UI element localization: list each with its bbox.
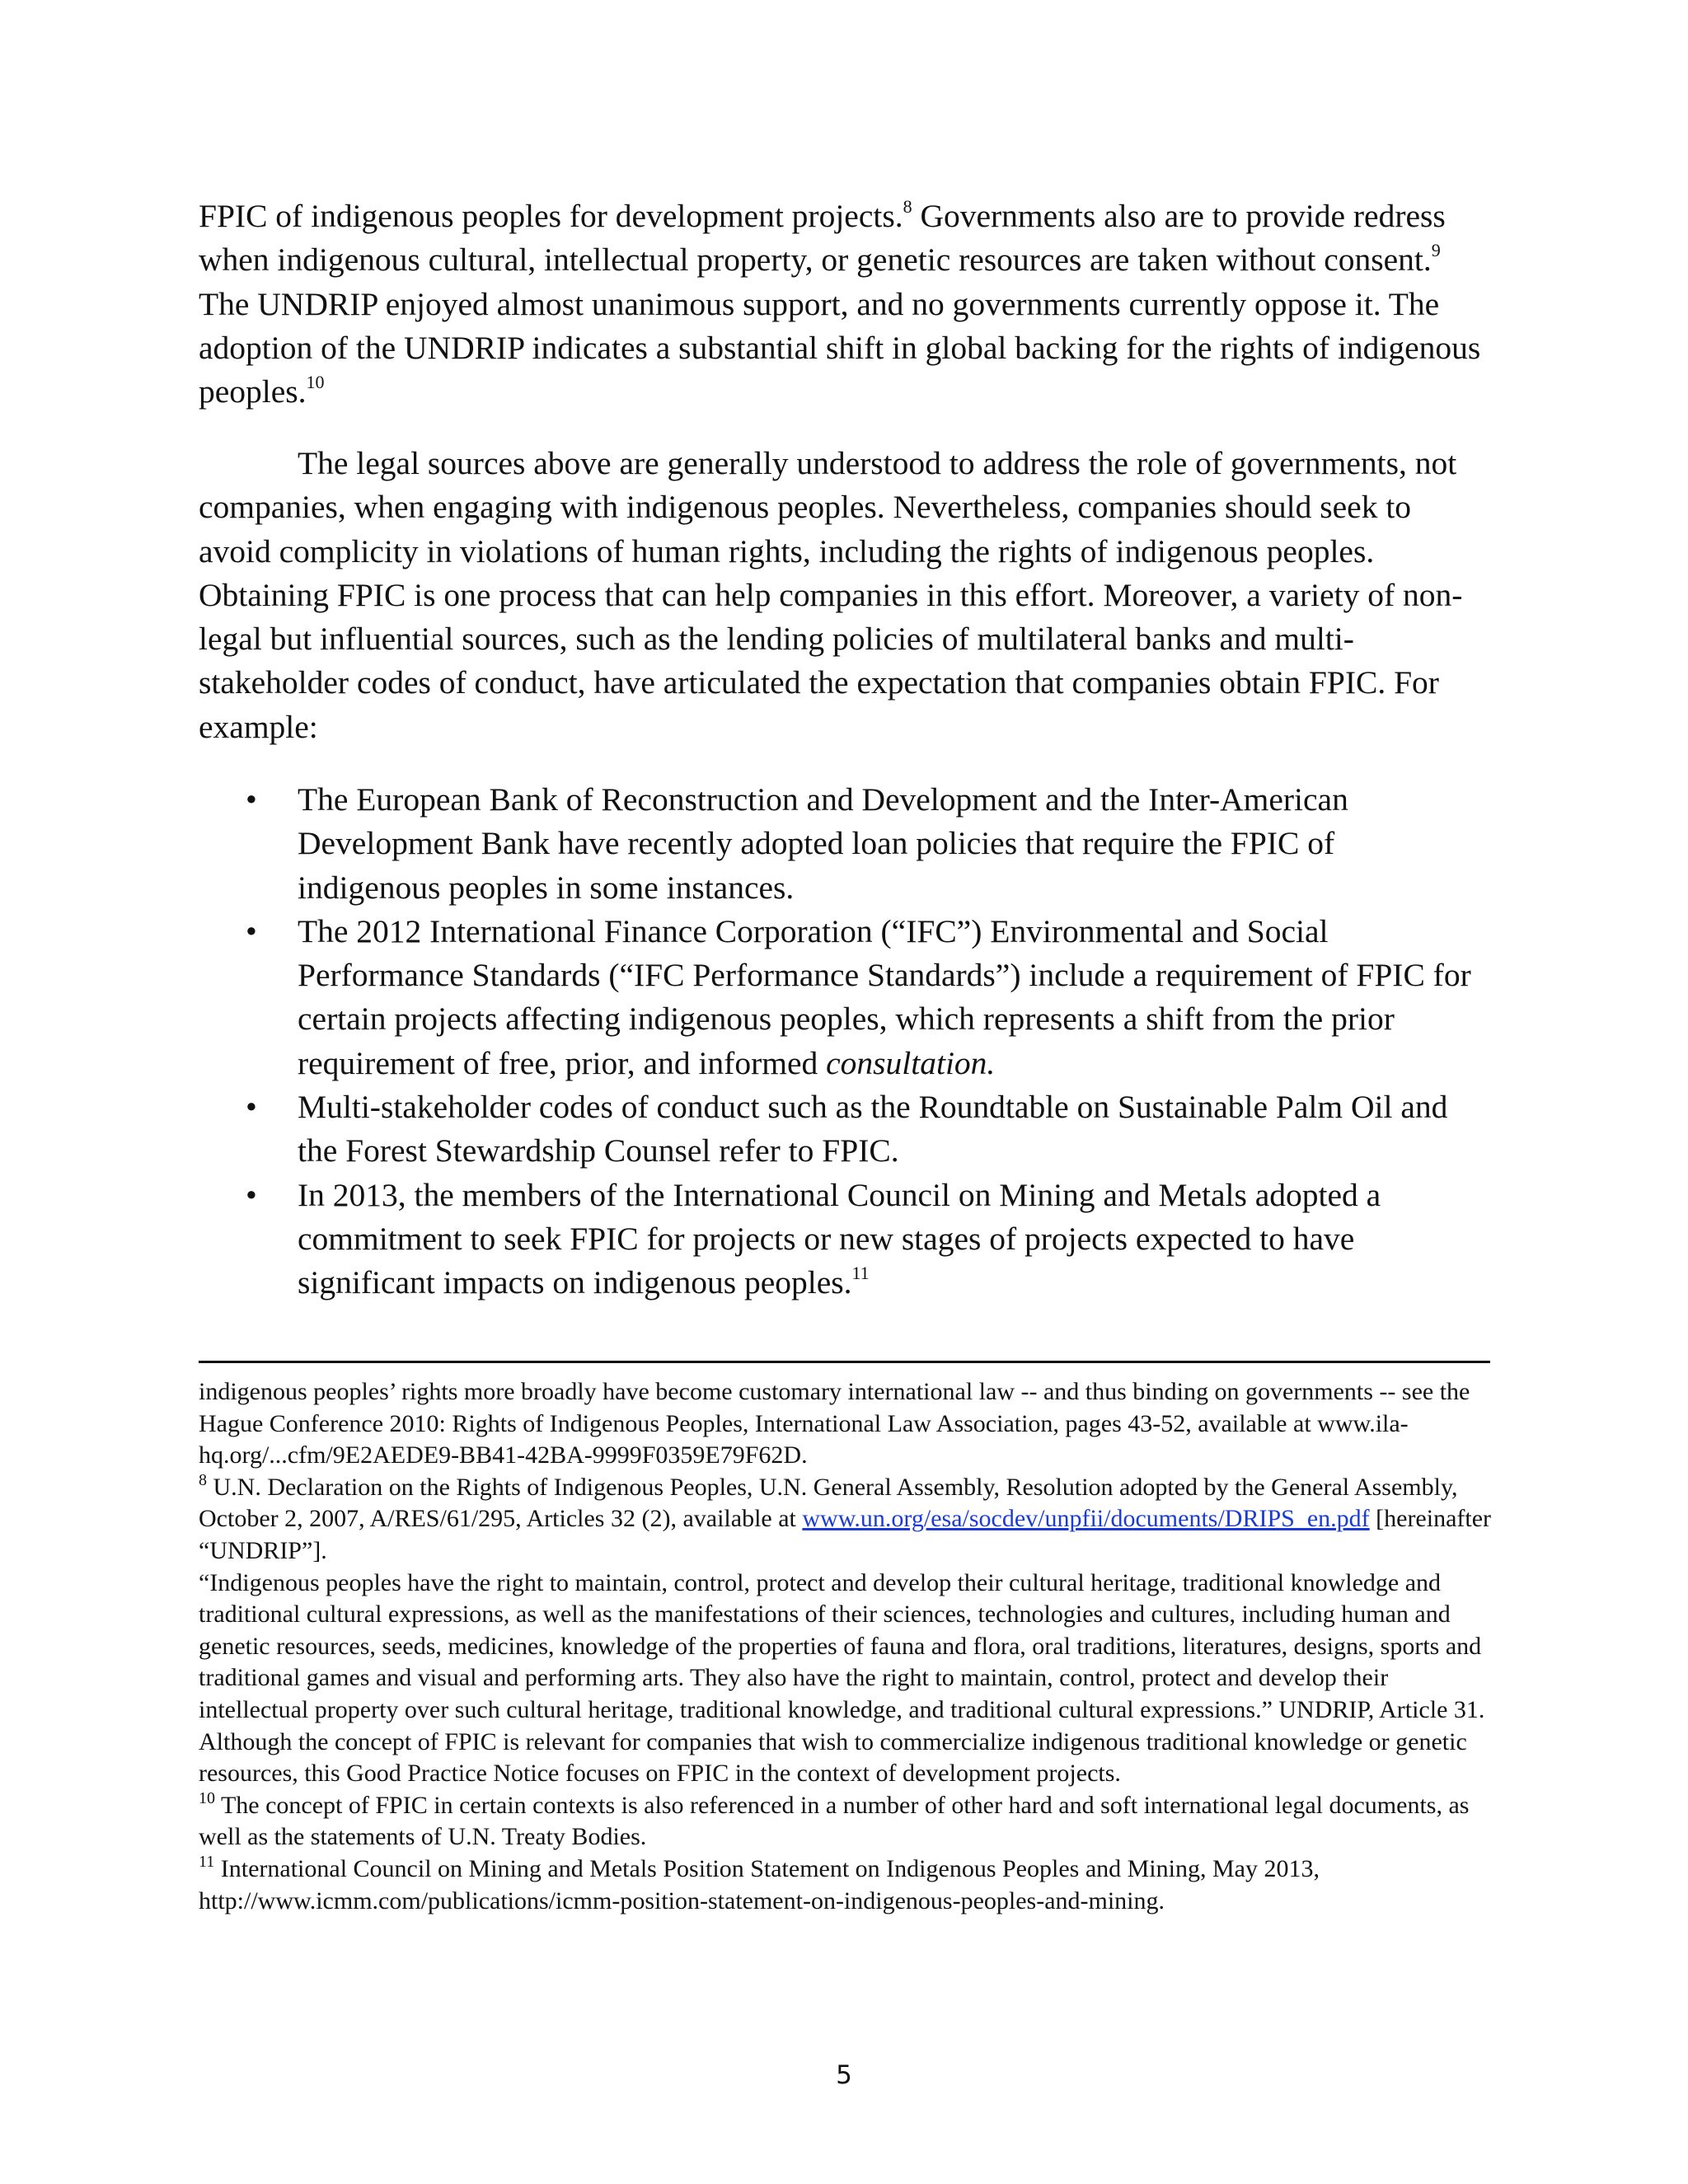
footnote-ref-8[interactable]: 8 xyxy=(903,196,912,217)
footnote-text: International Council on Mining and Metals Position Statement on Indigenous Peoples and Mining, May 2013, http://www.icmm.com/publications/icmm-position-statement-on-indigenous-peoples-and-mining. xyxy=(199,1854,1320,1915)
footnote-number: 11 xyxy=(199,1852,215,1871)
bullet-icon: • xyxy=(246,1176,257,1213)
bullet-icon: • xyxy=(246,781,257,818)
footnote-ref-9[interactable]: 9 xyxy=(1431,240,1441,261)
paragraph-text: FPIC of indigenous peoples for development projects. xyxy=(199,198,903,234)
list-item xyxy=(199,778,1484,910)
footnote-text: U.N. Declaration on the Rights of Indigenous Peoples, U.N. General Assembly, Resolution adopted by the General Assembly, October 2, 2007, A/RES/61/295, Articles 32 (2), available at xyxy=(199,1473,1458,1533)
bullet-icon: • xyxy=(246,912,257,949)
footnote-number: 8 xyxy=(199,1470,207,1489)
example-bullet-list xyxy=(199,778,1484,1305)
list-item-text: The European Bank of Reconstruction and Development and the Inter-American Development Bank have recently adopted loan policies that require the FPIC of indigenous peoples in some instances. xyxy=(298,781,1348,906)
footnote-continued: indigenous peoples’ rights more broadly have become customary international law -- and thus binding on governments -- see the Hague Conference 2010: Rights of Indigenous Peoples, International Law Association, pages 43-52, available at www.ila-hq.org/...cfm/9E2AEDE9-BB41-42BA-9999F0359E79F62D. xyxy=(199,1378,1470,1469)
footnote-8 xyxy=(199,1472,1493,1568)
list-item xyxy=(199,1085,1484,1174)
footnotes xyxy=(199,1376,1493,1917)
footnote-ref-10[interactable]: 10 xyxy=(306,372,325,393)
list-item xyxy=(199,910,1484,1085)
list-item-text: In 2013, the members of the International Council on Mining and Metals adopted a commitment to seek FPIC for projects or new stages of projects expected to have significant impacts on indigenous peoples. xyxy=(298,1176,1381,1301)
footnote-number: 10 xyxy=(199,1788,215,1807)
page-number: 5 xyxy=(836,2060,852,2090)
body-paragraph-2: The legal sources above are generally understood to address the role of governments, not companies, when engaging with indigenous peoples. Nevertheless, companies should seek to avoid complicity in violations of human rights, including the rights of indigenous peoples. Obtaining FPIC is one process that can help companies in this effort. Moreover, a variety of non-legal but influential sources, such as the lending policies of multilateral banks and multi-stakeholder codes of conduct, have articulated the expectation that companies obtain FPIC. For example: xyxy=(199,445,1463,745)
paragraph-text: The UNDRIP enjoyed almost unanimous support, and no governments currently oppose it. The adoption of the UNDRIP indicates a substantial shift in global backing for the rights of indigenous peoples. xyxy=(199,285,1481,410)
list-item-text: The 2012 International Finance Corporation (“IFC”) Environmental and Social Performance Standards (“IFC Performance Standards”) include a requirement of FPIC for certain projects affecting indigenous peoples, which represents a shift from the prior requirement of free, prior, and informed xyxy=(298,912,1471,1081)
footnote-text: The concept of FPIC in certain contexts is also referenced in a number of other hard and soft international legal documents, as well as the statements of U.N. Treaty Bodies. xyxy=(199,1791,1470,1851)
bullet-icon: • xyxy=(246,1089,257,1126)
footnote-text: [hereinafter “UNDRIP”]. xyxy=(199,1505,1492,1564)
footnote-separator xyxy=(199,1361,1490,1363)
body-paragraph-1 xyxy=(199,194,1484,414)
footnote-9: “Indigenous peoples have the right to maintain, control, protect and develop their cultural heritage, traditional knowledge and traditional cultural expressions, as well as the manifestations of their sciences, technologies and cultures, including human and genetic resources, seeds, medicines, knowledge of the properties of fauna and flora, oral traditions, literatures, designs, sports and traditional games and visual and performing arts. They also have the right to maintain, control, protect and develop their intellectual property over such cultural heritage, traditional knowledge, and traditional cultural expressions.” UNDRIP, Article 31. Although the concept of FPIC is relevant for companies that wish to commercialize indigenous traditional knowledge or genetic resources, this Good Practice Notice focuses on FPIC in the context of development projects. xyxy=(199,1568,1485,1788)
footnote-ref-11[interactable]: 11 xyxy=(851,1263,870,1284)
emphasis-text: consultation. xyxy=(826,1044,996,1081)
footnote-10 xyxy=(199,1790,1493,1854)
list-item-text: Multi-stakeholder codes of conduct such as the Roundtable on Sustainable Palm Oil and the Forest Stewardship Counsel refer to FPIC. xyxy=(298,1089,1448,1169)
list-item xyxy=(199,1174,1484,1305)
footnote-11 xyxy=(199,1854,1493,1917)
undrip-link[interactable]: www.un.org/esa/socdev/unpfii/documents/DRIPS_en.pdf xyxy=(802,1505,1370,1533)
paragraph-text: Governments also are to provide redress when indigenous cultural, intellectual property, or genetic resources are taken without consent. xyxy=(199,198,1446,279)
